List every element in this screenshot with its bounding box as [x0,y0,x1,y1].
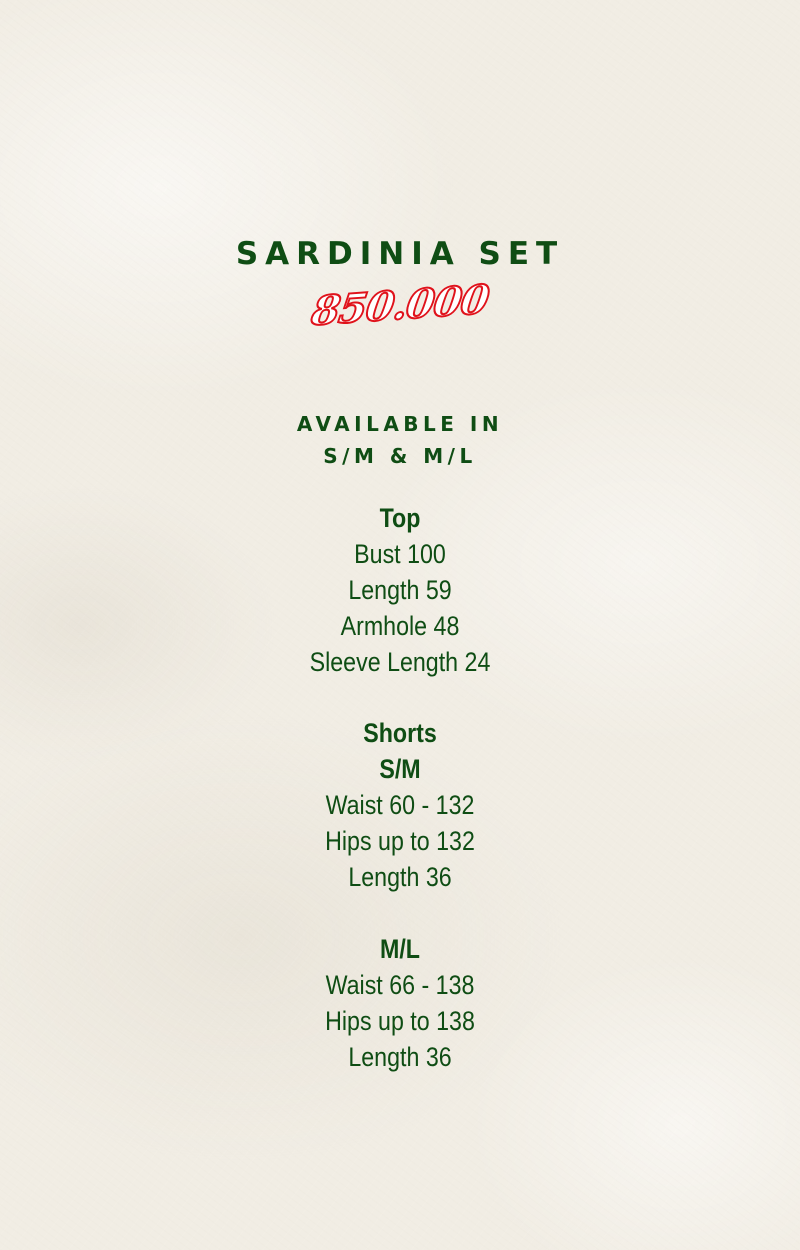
availability-line-2: S/M & M/L [323,444,477,468]
shorts-size-ml-heading: M/L [380,934,420,964]
shorts-sm-measurements [0,715,800,895]
shorts-ml-hips: Hips up to 138 [325,1006,475,1036]
top-measurement-length: Length 59 [348,575,452,605]
shorts-ml-length: Length 36 [348,1042,452,1072]
top-heading: Top [379,503,421,533]
product-price: 850.000 [308,275,492,336]
top-measurement-armhole: Armhole 48 [340,611,460,641]
availability-line-1: AVAILABLE IN [296,412,504,436]
product-title: SARDINIA SET [235,236,565,272]
top-measurement-bust: Bust 100 [354,539,446,569]
shorts-heading: Shorts [363,718,437,748]
shorts-ml-measurements [0,931,800,1075]
shorts-size-sm-heading: S/M [379,754,421,784]
shorts-ml-waist: Waist 66 - 138 [325,970,475,1000]
top-measurement-sleeve-length: Sleeve Length 24 [309,647,491,677]
top-measurements [0,500,800,680]
shorts-sm-length: Length 36 [348,862,452,892]
availability-note [0,408,800,472]
shorts-sm-waist: Waist 60 - 132 [325,790,475,820]
shorts-sm-hips: Hips up to 132 [325,826,475,856]
